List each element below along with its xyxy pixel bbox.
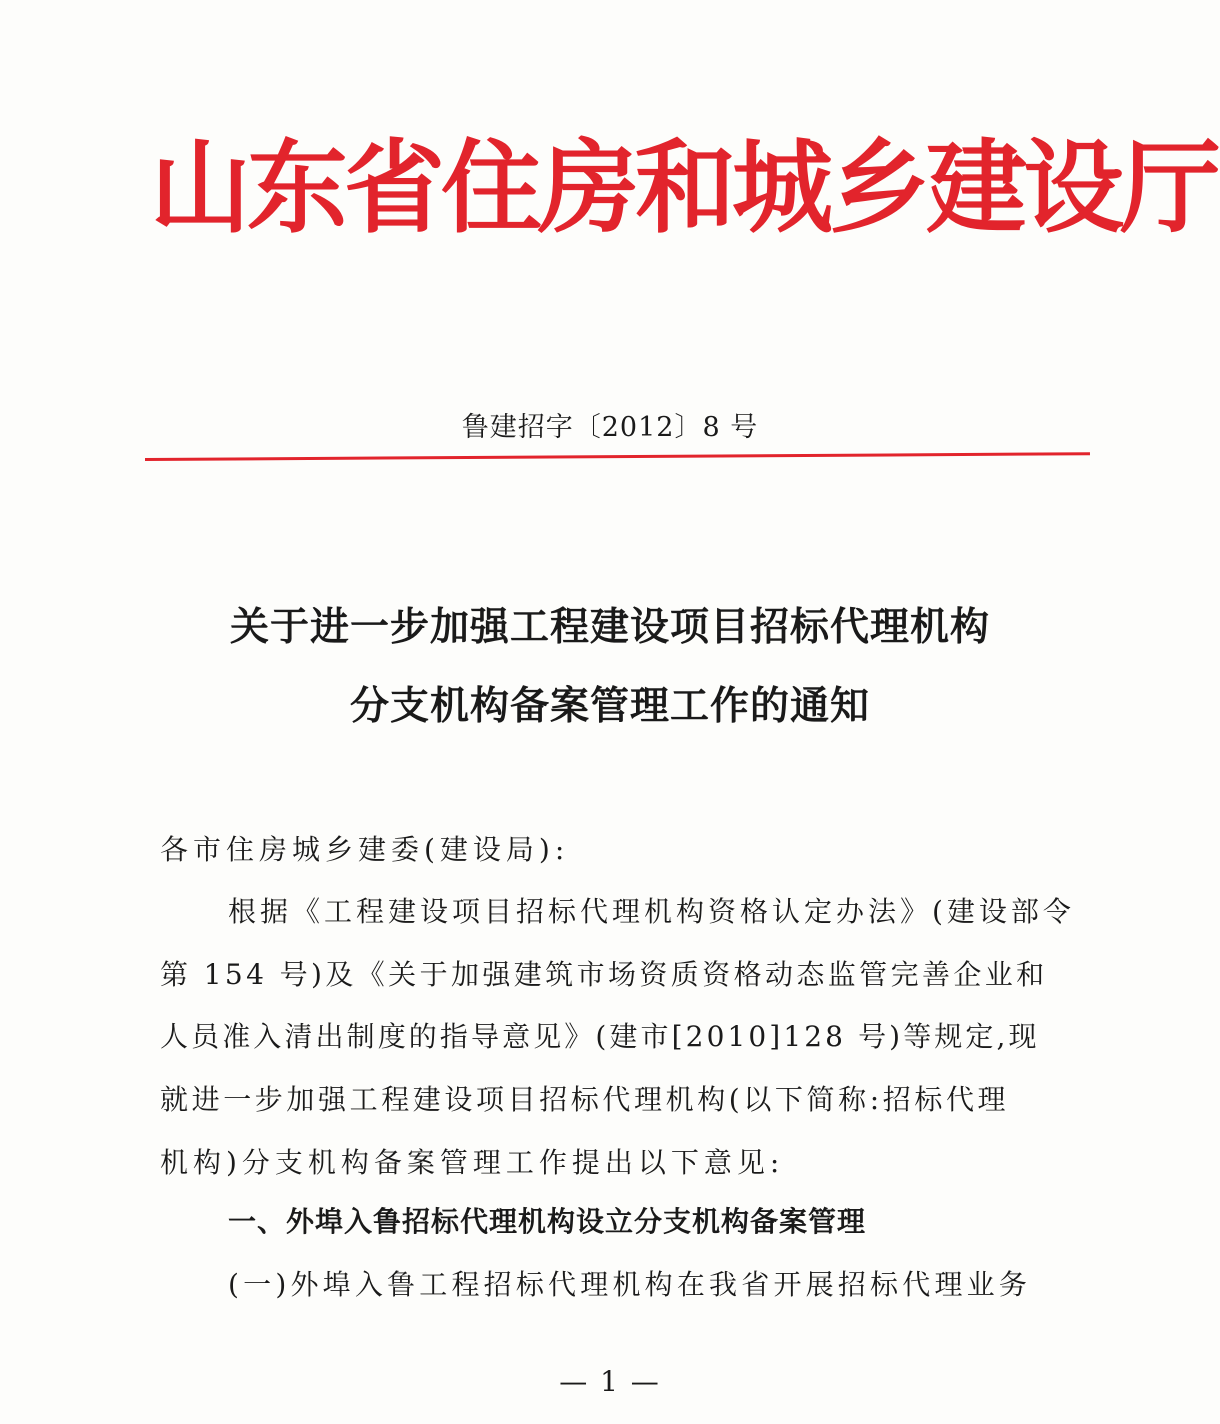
document-title-line-2: 分支机构备案管理工作的通知 [349, 684, 870, 729]
page-number: — 1 — [559, 1365, 661, 1398]
paragraph-line-5: 机构)分支机构备案管理工作提出以下意见: [160, 1146, 785, 1179]
agency-header-title: 山东省住房和城乡建设厅 [150, 129, 1218, 247]
item-line-1: (一)外埠入鲁工程招标代理机构在我省开展招标代理业务 [228, 1268, 1032, 1301]
paragraph-line-2: 第 154 号)及《关于加强建筑市场资质资格动态监管完善企业和 [160, 958, 1048, 991]
paragraph-line-1: 根据《工程建设项目招标代理机构资格认定办法》(建设部令 [228, 895, 1075, 928]
document-number: 鲁建招字〔2012〕8 号 [461, 412, 759, 443]
red-divider-line [145, 452, 1090, 461]
section-heading-1: 一、外埠入鲁招标代理机构设立分支机构备案管理 [228, 1205, 867, 1238]
paragraph-line-3: 人员准入清出制度的指导意见》(建市[2010]128 号)等规定,现 [160, 1020, 1040, 1053]
paragraph-line-4: 就进一步加强工程建设项目招标代理机构(以下简称:招标代理 [160, 1083, 1010, 1116]
document-title-line-1: 关于进一步加强工程建设项目招标代理机构 [229, 605, 990, 650]
salutation: 各市住房城乡建委(建设局): [160, 833, 570, 866]
